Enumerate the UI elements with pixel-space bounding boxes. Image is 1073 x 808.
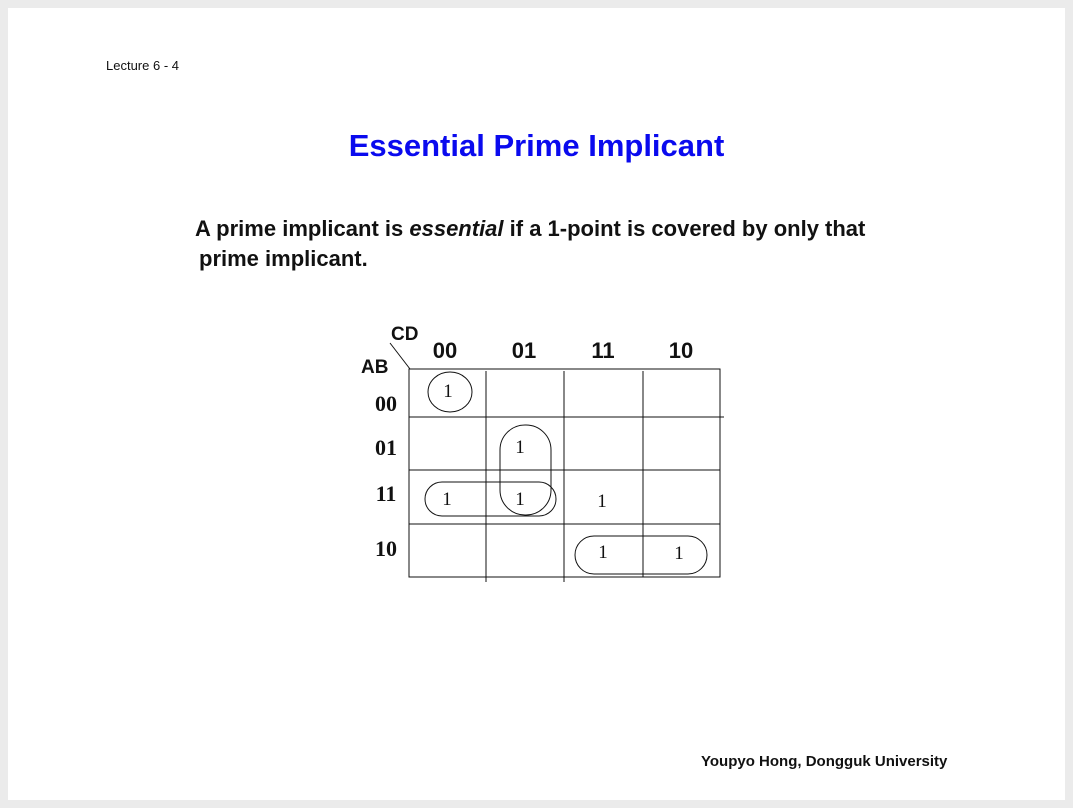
- kmap-one: 1: [674, 543, 684, 564]
- kmap-one: 1: [515, 437, 525, 458]
- kmap-one: 1: [442, 489, 452, 510]
- kmap-row-header: 00: [375, 391, 397, 416]
- definition-part-1: A prime implicant is: [195, 216, 410, 241]
- kmap-one: 1: [443, 381, 453, 402]
- kmap-row-header: 11: [375, 481, 397, 506]
- kmap-col-header: 11: [591, 338, 615, 363]
- kmap-corner-diagonal: [390, 343, 410, 369]
- kmap-one: 1: [515, 489, 525, 510]
- kmap-one: 1: [597, 491, 607, 512]
- definition-emphasis: essential: [409, 216, 504, 241]
- kmap-col-variable: CD: [391, 324, 419, 345]
- kmap-col-header: 01: [511, 338, 537, 363]
- footer-credit: Youpyo Hong, Dongguk University: [701, 753, 948, 770]
- implicant-loop: [575, 536, 707, 574]
- kmap-row-header: 10: [375, 536, 397, 561]
- definition-line-2: prime implicant.: [199, 246, 368, 271]
- lecture-label: Lecture 6 - 4: [106, 58, 179, 73]
- kmap-col-header: 10: [668, 338, 694, 363]
- definition-part-2: if a 1-point is covered by only that: [503, 216, 866, 241]
- kmap-col-header: 00: [432, 338, 458, 363]
- slide-title: Essential Prime Implicant: [348, 128, 725, 163]
- kmap-row-variable: AB: [361, 357, 389, 378]
- kmap-row-header: 01: [375, 435, 397, 460]
- kmap-one: 1: [598, 542, 608, 563]
